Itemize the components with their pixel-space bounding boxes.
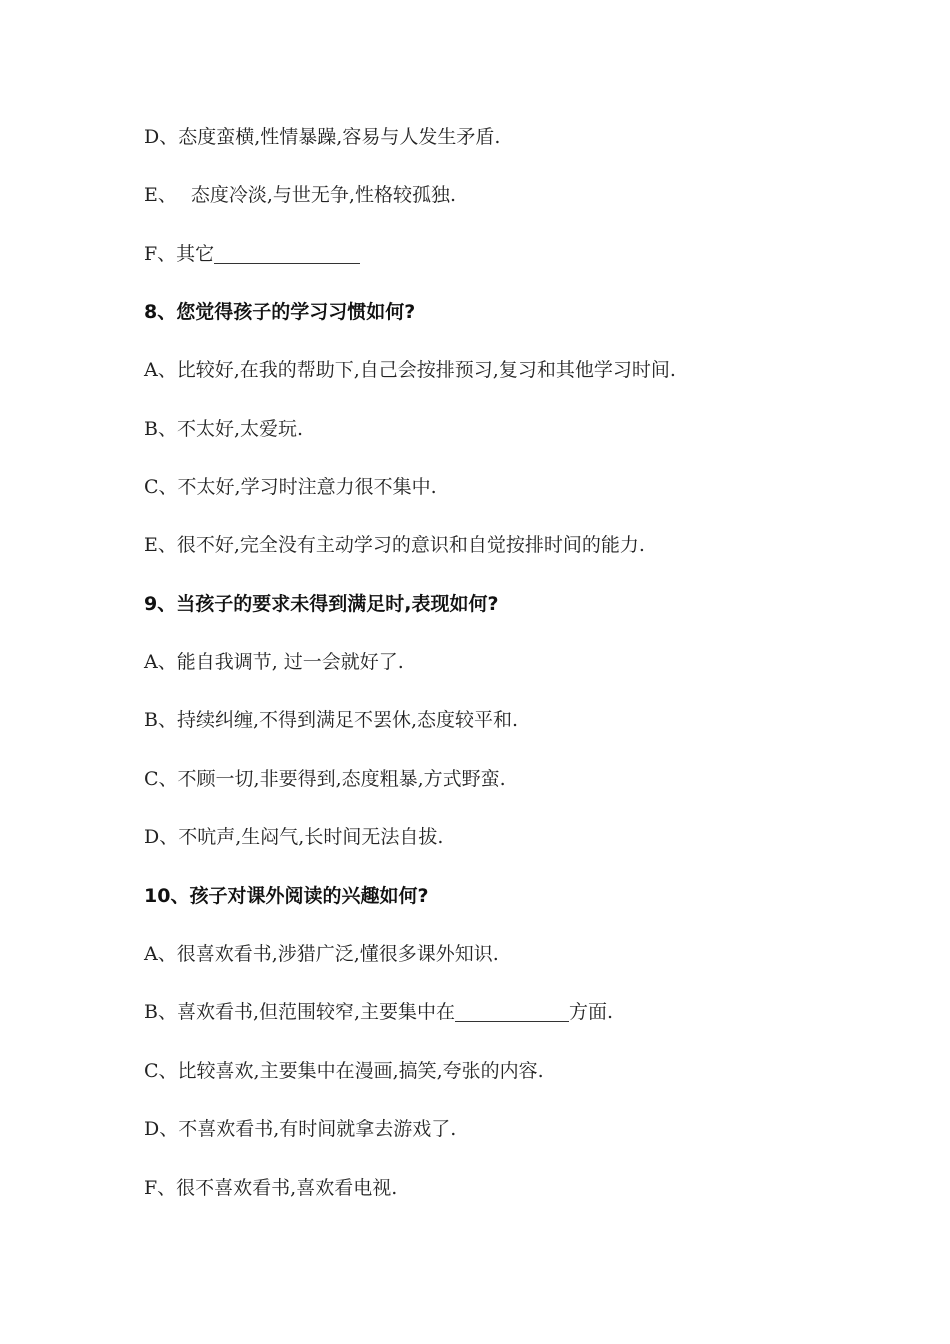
option-text: D、态度蛮横,性情暴躁,容易与人发生矛盾.	[144, 126, 501, 148]
option-8b	[144, 414, 303, 444]
option-text: 态度冷淡,与世无争,性格较孤独.	[190, 184, 456, 206]
option-8a	[144, 355, 676, 385]
option-text: D、不吭声,生闷气,长时间无法自拔.	[144, 826, 444, 848]
option-9d	[144, 822, 443, 852]
option-text: E、很不好,完全没有主动学习的意识和自觉按排时间的能力.	[144, 534, 645, 556]
question-text: 8、您觉得孩子的学习习惯如何?	[144, 301, 416, 323]
option-text: A、很喜欢看书,涉猎广泛,懂很多课外知识.	[144, 943, 499, 965]
option-text: D、不喜欢看书,有时间就拿去游戏了.	[144, 1118, 457, 1140]
question-text: 10、孩子对课外阅读的兴趣如何?	[144, 885, 429, 907]
option-7e	[144, 180, 456, 210]
fill-in-blank-line	[214, 262, 360, 264]
option-10d	[144, 1114, 456, 1144]
option-text: C、比较喜欢,主要集中在漫画,搞笑,夸张的内容.	[144, 1060, 544, 1082]
option-10a	[144, 939, 499, 969]
option-8c	[144, 472, 437, 502]
option-10b	[144, 997, 613, 1027]
question-10	[144, 881, 428, 911]
option-text: C、不太好,学习时注意力很不集中.	[144, 476, 437, 498]
option-text: F、其它	[144, 243, 215, 265]
option-7f	[144, 239, 360, 269]
option-10f	[144, 1173, 397, 1203]
option-9c	[144, 764, 506, 794]
question-9	[144, 589, 498, 619]
option-text: A、能自我调节, 过一会就好了.	[144, 651, 404, 673]
question-8	[144, 297, 415, 327]
option-9b	[144, 705, 518, 735]
option-text-before: B、喜欢看书,但范围较窄,主要集中在	[144, 1001, 456, 1023]
option-label: E、	[144, 184, 177, 206]
question-text: 9、当孩子的要求未得到满足时,表现如何?	[144, 593, 499, 615]
option-7d	[144, 122, 500, 152]
option-text-after: 方面.	[569, 1001, 614, 1023]
fill-in-blank-line	[455, 1020, 569, 1022]
option-10c	[144, 1056, 544, 1086]
option-text: F、很不喜欢看书,喜欢看电视.	[144, 1177, 398, 1199]
option-text: B、持续纠缠,不得到满足不罢休,态度较平和.	[144, 709, 519, 731]
option-8e	[144, 530, 645, 560]
option-9a	[144, 647, 404, 677]
option-text: C、不顾一切,非要得到,态度粗暴,方式野蛮.	[144, 768, 506, 790]
option-text: A、比较好,在我的帮助下,自己会按排预习,复习和其他学习时间.	[144, 359, 676, 381]
option-text: B、不太好,太爱玩.	[144, 418, 304, 440]
